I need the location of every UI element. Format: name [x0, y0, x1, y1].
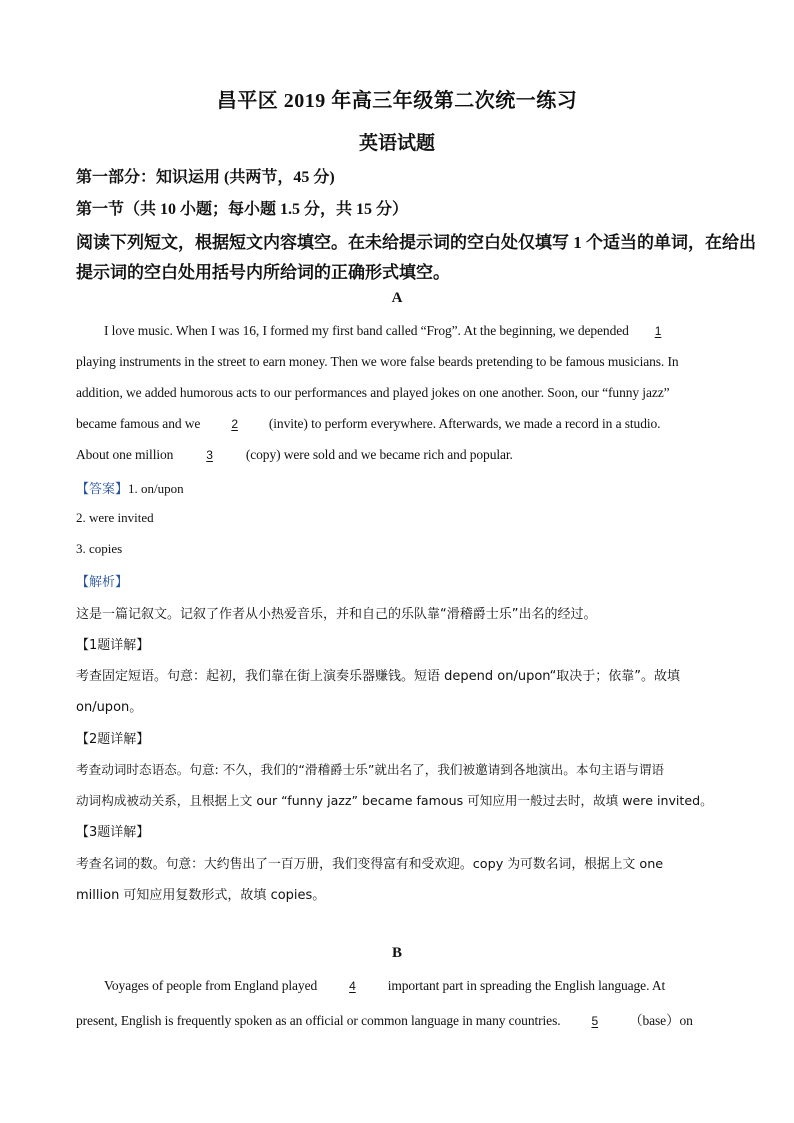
section-heading: 第一节（共 10 小题；每小题 1.5 分，共 15 分） — [76, 201, 409, 218]
q1-explanation-line-1: 考查固定短语。句意：起初，我们靠在街上演奏乐器赚钱。短语 depend on/upon“取决于；依靠”。故填 — [76, 669, 681, 684]
passage-b-text: Voyages of people from England played — [104, 978, 318, 993]
answer-block — [76, 478, 184, 498]
passage-a-line-4 — [76, 416, 660, 432]
blank-5[interactable]: 5 — [591, 1014, 599, 1028]
answer-2: 2. were invited — [76, 510, 154, 525]
part-heading: 第一部分：知识运用 (共两节，45 分) — [76, 169, 335, 186]
passage-b-line-2 — [76, 1009, 693, 1029]
passage-b-line-1 — [104, 978, 665, 994]
instruction-line-1: 阅读下列短文，根据短文内容填空。在未给提示词的空白处仅填写 1 个适当的单词，在给出 — [76, 233, 756, 252]
passage-a-text: I love music. When I was 16, I formed my first band called “Frog”. At the beginning, we depended — [104, 323, 629, 338]
blank-3[interactable]: 3 — [206, 448, 213, 462]
q2-explanation-line-2: 动词构成被动关系，且根据上文 our “funny jazz” became famous 可知应用一般过去时，故填 were invited。 — [76, 793, 713, 808]
q1-heading: 【1题详解】 — [76, 638, 150, 653]
passage-b-text: （base）on — [629, 1013, 693, 1028]
answer-1: 1. on/upon — [128, 481, 184, 496]
passage-a-text: About one million — [76, 447, 174, 462]
q1-explanation-line-2: on/upon。 — [76, 700, 143, 715]
exam-subtitle: 英语试题 — [358, 133, 435, 154]
q3-explanation-line-1: 考查名词的数。句意：大约售出了一百万册，我们变得富有和受欢迎。copy 为可数名词，根据上文 one — [76, 857, 664, 872]
passage-b-text: important part in spreading the English language. At — [387, 978, 666, 993]
q3-heading: 【3题详解】 — [76, 825, 150, 840]
passage-a-text: (invite) to perform everywhere. Afterwards, we made a record in a studio. — [268, 416, 661, 431]
q2-explanation-line-1: 考查动词时态语态。句意: 不久，我们的“滑稽爵士乐”就出名了，我们被邀请到各地演出。本句主语与谓语 — [76, 762, 665, 777]
q2-heading: 【2题详解】 — [76, 732, 150, 747]
blank-2[interactable]: 2 — [231, 417, 238, 431]
blank-4[interactable]: 4 — [349, 979, 356, 993]
passage-a-line-3: addition, we added humorous acts to our performances and played jokes on one another. Soon, our “funny jazz” — [76, 385, 670, 400]
answer-3: 3. copies — [76, 541, 123, 556]
passage-a-label: A — [391, 290, 403, 306]
instruction-line-2: 提示词的空白处用括号内所给词的正确形式填空。 — [76, 263, 450, 282]
answer-tag: 【答案】 — [76, 482, 129, 497]
passage-a-line-1 — [104, 323, 684, 339]
q3-explanation-line-2: million 可知应用复数形式，故填 copies。 — [76, 888, 326, 903]
analysis-summary: 这是一篇记叙文。记叙了作者从小热爱音乐，并和自己的乐队靠“滑稽爵士乐”出名的经过。 — [76, 607, 597, 622]
passage-a-line-2: playing instruments in the street to earn money. Then we wore false beards pretending to be famous musicians. In — [76, 354, 679, 369]
passage-a-text: became famous and we — [76, 416, 201, 431]
passage-a-line-5 — [76, 447, 513, 463]
exam-title: 昌平区 2019 年高三年级第二次统一练习 — [216, 90, 578, 112]
blank-1[interactable]: 1 — [654, 324, 662, 338]
passage-b-text: present, English is frequently spoken as an official or common language in many countries. — [76, 1013, 561, 1028]
passage-a-text: (copy) were sold and we became rich and popular. — [245, 447, 513, 462]
passage-b-label: B — [391, 945, 402, 961]
analysis-tag: 【解析】 — [76, 575, 129, 590]
